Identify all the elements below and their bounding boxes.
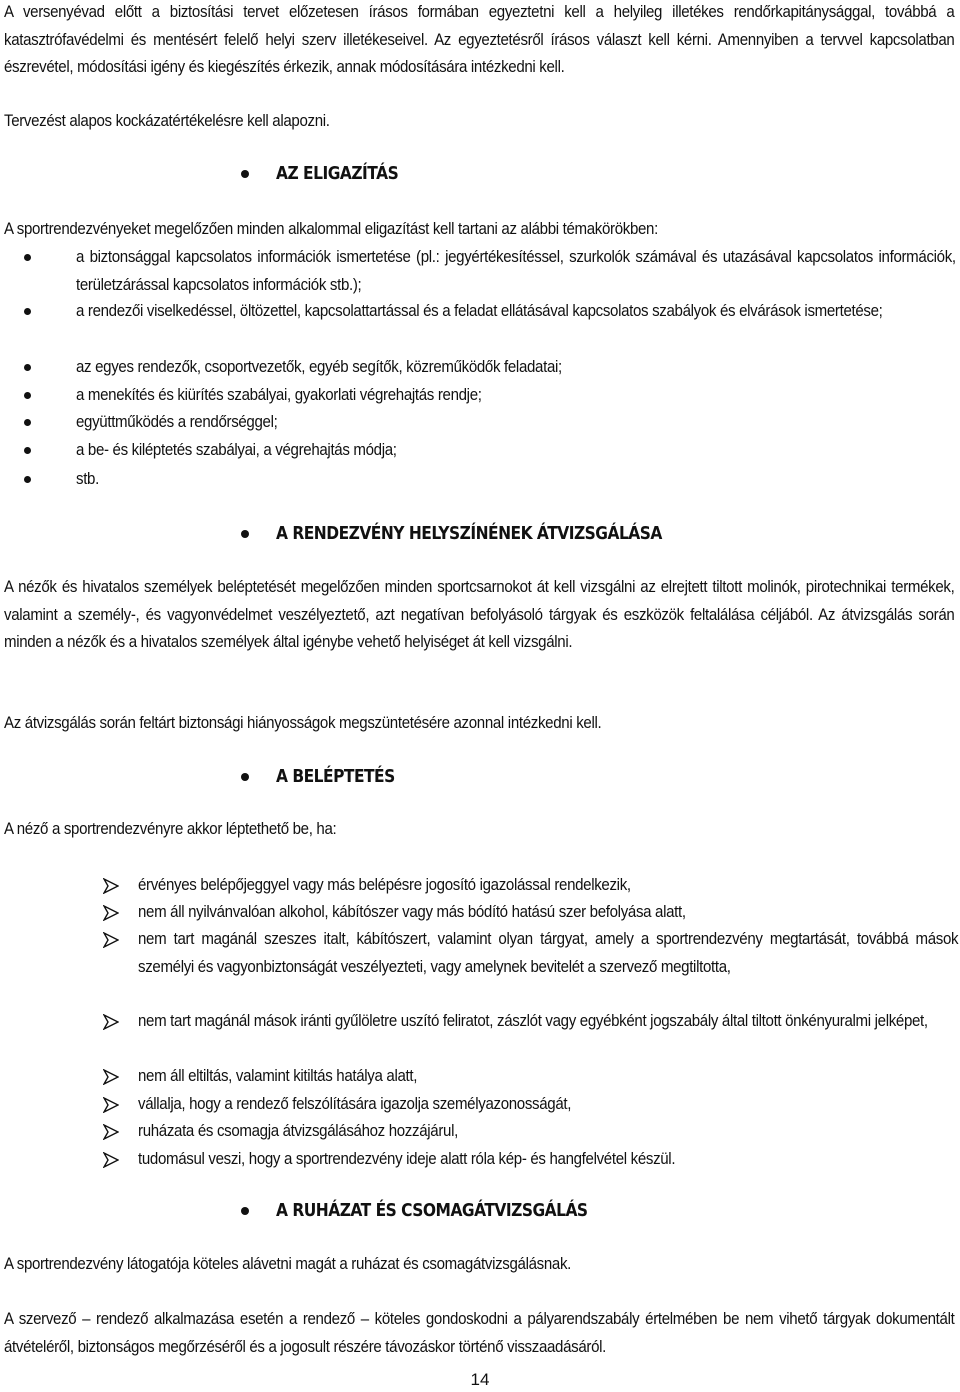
- list-item-text: nem tart magánál szeszes italt, kábítószert, valamint olyan tárgyat, amely a sportrendezvény megtartását, továbbá mások személyi és vagyonbiztonságát veszélyezteti, vagy amelynek bevitelét a szervező megtiltotta,: [138, 930, 959, 976]
- bullet-icon: [24, 364, 31, 371]
- list-item-text: a biztonsággal kapcsolatos információk ismertetése (pl.: jegyértékesítéssel, szurkolók számával és utazásával kapcsolatos információk, területzárással kapcsolatos információk stb.);: [76, 248, 956, 294]
- arrow-bullet-icon: [103, 878, 119, 894]
- list-item-text: vállalja, hogy a rendező felszólítására igazolja személyazonosságát,: [138, 1095, 572, 1113]
- bullet-icon: [24, 308, 31, 315]
- section-intro: A sportrendezvényeket megelőzően minden alkalommal eligazítást kell tartani az alábbi témakörökben:: [4, 220, 658, 238]
- section-heading-atvizsgalas: [0, 520, 960, 548]
- section-heading-text: A RENDEZVÉNY HELYSZÍNÉNEK ÁTVIZSGÁLÁSA: [276, 523, 662, 544]
- section-heading-text: AZ ELIGAZÍTÁS: [276, 163, 399, 184]
- section-heading-eligazitas: [0, 160, 960, 188]
- list-item-text: nem áll eltiltás, valamint kitiltás hatálya alatt,: [138, 1067, 418, 1085]
- section-heading-ruhazat: [0, 1197, 960, 1225]
- list-item-text: az egyes rendezők, csoportvezetők, egyéb segítők, közreműködők feladatai;: [76, 358, 562, 376]
- section-paragraph: A nézők és hivatalos személyek beléptetését megelőzően minden sportcsarnokot át kell vizsgálni az elrejtett tiltott molinók, pirotechnikai termékek, valamint a személy-, és vagyonvédelmet veszélyeztető, azt negatívan befolyásoló tárgyak és eszközök feltalálása céljából. Az átvizsgálás során minden a nézők és a hivatalos személyek által igénybe vehető helyiséget át kell vizsgálni.: [4, 578, 955, 651]
- arrow-bullet-icon: [103, 1014, 119, 1030]
- list-item-text: érvényes belépőjeggyel vagy más belépésre jogosító igazolással rendelkezik,: [138, 876, 631, 894]
- bullet-icon: [24, 476, 31, 483]
- list-item-text: nem áll nyilvánvalóan alkohol, kábítószer vagy más bódító hatású szer befolyása alatt,: [138, 903, 686, 921]
- arrow-bullet-icon: [103, 905, 119, 921]
- arrow-bullet-icon: [103, 1124, 119, 1140]
- bullet-icon: [24, 419, 31, 426]
- list-item-text: stb.: [76, 470, 99, 488]
- list-item-text: együttműködés a rendőrséggel;: [76, 413, 278, 431]
- list-item-text: a be- és kiléptetés szabályai, a végrehajtás módja;: [76, 441, 397, 459]
- intro-paragraph: A versenyévad előtt a biztosítási tervet előzetesen írásos formában egyeztetni kell a helyileg illetékes rendőrkapitánysággal, továbbá a katasztrófavédelmi és mentésért felelő helyi szerv illetékeseivel. Az egyeztetésről írásos választ kell kérni. Amennyiben a tervvel kapcsolatban észrevétel, módosítási igény és kiegészítés érkezik, annak módosítására intézkedni kell.: [4, 3, 955, 76]
- section-heading-text: A RUHÁZAT ÉS CSOMAGÁTVIZSGÁLÁS: [276, 1200, 588, 1221]
- arrow-bullet-icon: [103, 1097, 119, 1113]
- section-heading-text: A BELÉPTETÉS: [276, 766, 395, 787]
- page-number: 14: [470, 1370, 490, 1389]
- bullet-icon: [24, 447, 31, 454]
- intro-paragraph-risk: Tervezést alapos kockázatértékelésre kell alapozni.: [4, 112, 330, 130]
- arrow-bullet-icon: [103, 1152, 119, 1168]
- section-intro: A néző a sportrendezvényre akkor léptethető be, ha:: [4, 820, 337, 838]
- section-heading-beleptetes: [0, 763, 960, 791]
- bullet-icon: [241, 773, 249, 781]
- list-item-text: a menekítés és kiürítés szabályai, gyakorlati végrehajtás rendje;: [76, 386, 482, 404]
- bullet-icon: [241, 530, 249, 538]
- bullet-icon: [241, 1207, 249, 1215]
- bullet-icon: [24, 254, 31, 261]
- bullet-icon: [24, 392, 31, 399]
- list-item-text: nem tart magánál mások iránti gyűlöletre uszító feliratot, zászlót vagy egyébként jogszabály által tiltott önkényuralmi jelképet,: [138, 1012, 928, 1030]
- section-paragraph: Az átvizsgálás során feltárt biztonsági hiányosságok megszüntetésére azonnal intézkedni kell.: [4, 714, 602, 732]
- list-item-text: ruházata és csomagja átvizsgálásához hozzájárul,: [138, 1122, 458, 1140]
- list-item-text: a rendezői viselkedéssel, öltözettel, kapcsolattartással és a feladat ellátásával kapcsolatos szabályok és elvárások ismertetése;: [76, 302, 883, 320]
- arrow-bullet-icon: [103, 932, 119, 948]
- list-item-text: tudomásul veszi, hogy a sportrendezvény ideje alatt róla kép- és hangfelvétel készül.: [138, 1150, 676, 1168]
- bullet-icon: [241, 170, 249, 178]
- arrow-bullet-icon: [103, 1069, 119, 1085]
- section-paragraph: A sportrendezvény látogatója köteles alávetni magát a ruházat és csomagátvizsgálásnak.: [4, 1255, 572, 1273]
- section-paragraph: A szervező – rendező alkalmazása esetén a rendező – köteles gondoskodni a pályarendszabály értelmében be nem vihető tárgyak dokumentált átvételéről, biztonságos megőrzéséről és a jogosult részére távozáskor történő visszaadásáról.: [4, 1310, 955, 1356]
